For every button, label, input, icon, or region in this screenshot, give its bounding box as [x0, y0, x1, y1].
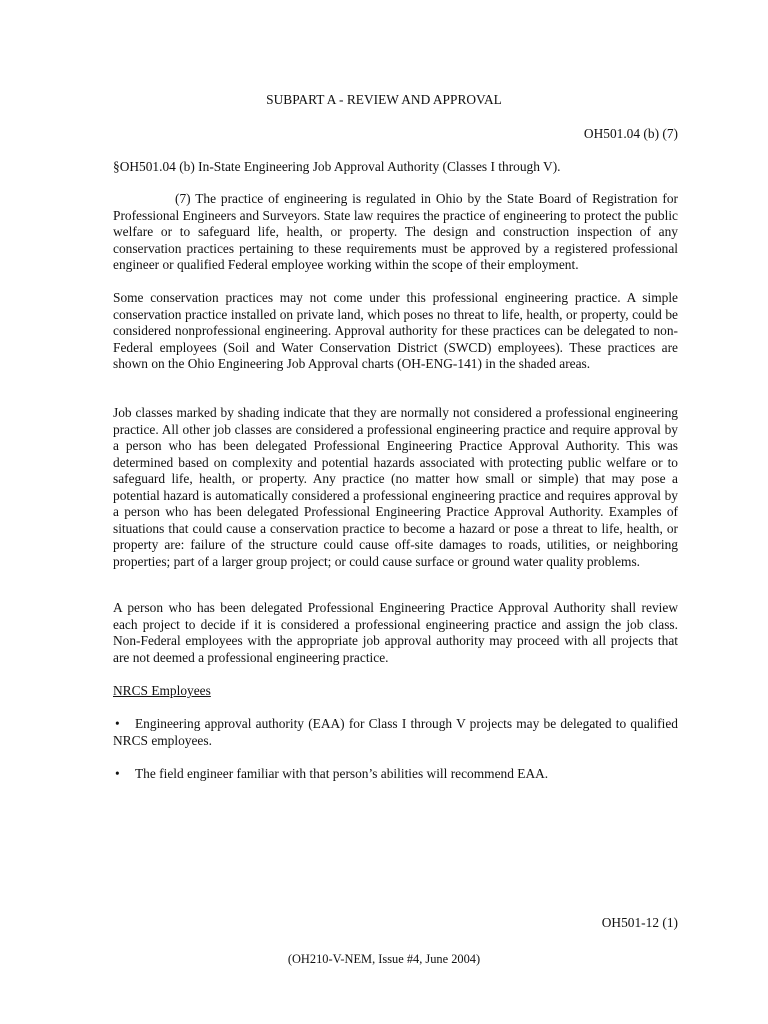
- paragraph-2: Some conservation practices may not come under this professional engineering practice. A simple conservation practice installed on private land, which poses no threat to life, health, or property, could be considered nonprofessional engineering. Approval authority for these practices can be delegated to non-Federal employees (Soil and Water Conservation District (SWCD) employees). These practices are shown on the Ohio Engineering Job Approval charts (OH-ENG-141) in the shaded areas.: [113, 290, 678, 371]
- list-item: [113, 766, 678, 783]
- paragraph-3: Job classes marked by shading indicate that they are normally not considered a professional engineering practice. All other job classes are considered a professional engineering practice and require approval by a person who has been delegated Professional Engineering Practice Approval Authority. This was determined based on complexity and potential hazards associated with protecting public welfare or to safeguard life, health, or property. Any practice (no matter how small or simple) that may pose a potential hazard is automatically considered a professional engineering practice and requires approval by a person who has been delegated Professional Engineering Practice Approval Authority. Examples of situations that could cause a conservation practice to become a hazard or pose a threat to life, health, or property are: failure of the structure could cause off-site damages to roads, utilities, or neighboring properties; part of a larger group project; or could cause surface or ground water quality problems.: [113, 405, 678, 569]
- list-item: [113, 716, 678, 749]
- page-title: SUBPART A - REVIEW AND APPROVAL: [266, 92, 502, 107]
- bullet-icon: •: [115, 716, 120, 731]
- bullet-icon: •: [115, 766, 120, 781]
- page-number: OH501-12 (1): [601, 915, 678, 930]
- bullet-text-2: The field engineer familiar with that person’s abilities will recommend EAA.: [135, 766, 549, 781]
- nrcs-employees-heading: NRCS Employees: [113, 683, 211, 698]
- footer-issue: (OH210-V-NEM, Issue #4, June 2004): [287, 952, 481, 966]
- paragraph-4: A person who has been delegated Professional Engineering Practice Approval Authority shall review each project to decide if it is considered a professional engineering practice and assign the job class. Non-Federal employees with the appropriate job approval authority may proceed with all projects that are not deemed a professional engineering practice.: [113, 600, 678, 665]
- bullet-text-1: Engineering approval authority (EAA) for Class I through V projects may be delegated to qualified NRCS employees.: [113, 716, 678, 748]
- section-reference-top: OH501.04 (b) (7): [583, 126, 678, 141]
- section-heading: §OH501.04 (b) In-State Engineering Job Approval Authority (Classes I through V).: [113, 159, 561, 174]
- paragraph-1: (7) The practice of engineering is regulated in Ohio by the State Board of Registration for Professional Engineers and Surveyors. State law requires the practice of engineering to protect the public welfare or to safeguard life, health, or property. The design and construction inspection of any conservation practices pertaining to these requirements must be approved by a registered professional engineer or qualified Federal employee working within the scope of their employment.: [113, 191, 678, 272]
